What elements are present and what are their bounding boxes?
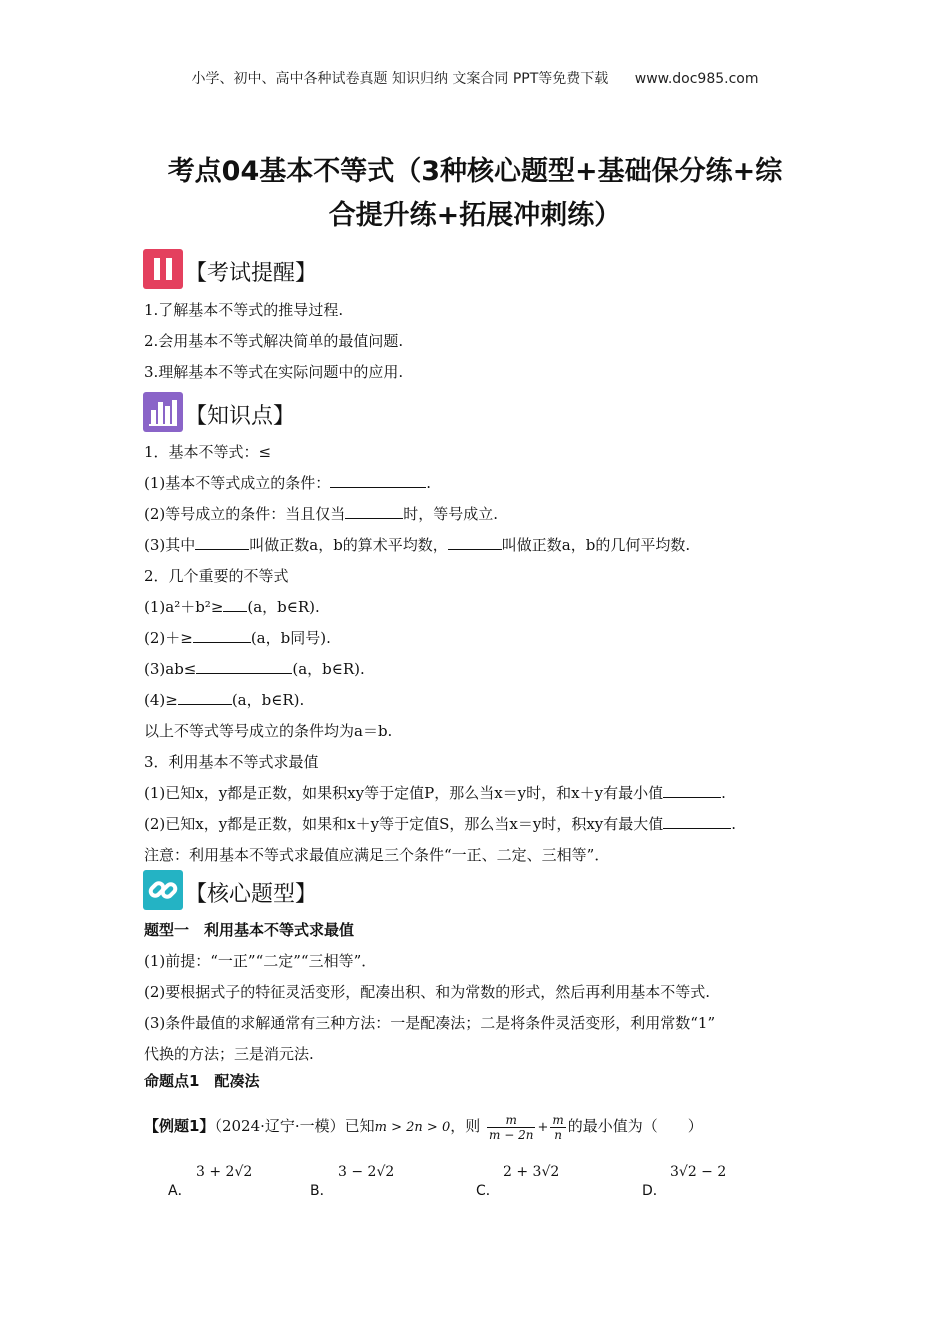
exam-item-1: 1.了解基本不等式的推导过程.: [144, 301, 344, 319]
option-d-key[interactable]: D．: [642, 1183, 667, 1199]
knowledge-line-13: (2)已知x，y都是正数，如果和x＋y等于定值S，那么当x＝y时，积xy有最大值 .: [144, 815, 737, 833]
example-condition: m > 2n > 0: [374, 1120, 451, 1135]
knowledge-line-11: 3．利用基本不等式求最值: [144, 753, 319, 771]
bar-chart-icon: [143, 392, 183, 432]
exam-item-3: 3.理解基本不等式在实际问题中的应用.: [144, 363, 404, 381]
knowledge-line-6: (1)a²＋b²≥ (a，b∈R).: [144, 598, 320, 616]
sub-point-1: 命题点1 配凑法: [144, 1072, 260, 1090]
header-text: 小学、初中、高中各种试卷真题 知识归纳 文案合同 PPT等免费下载: [191, 71, 609, 87]
option-c-key[interactable]: C．: [476, 1183, 500, 1199]
example-tag: 【例题1】: [144, 1117, 215, 1135]
pause-bars-icon: [143, 249, 183, 289]
title-line-2: 合提升练+拓展冲刺练）: [328, 200, 622, 231]
exam-item-2: 2.会用基本不等式解决简单的最值问题.: [144, 332, 404, 350]
knowledge-line-1: 1．基本不等式：≤: [144, 443, 272, 461]
exam-reminder-heading: [143, 249, 317, 289]
type-1-para-1: (1)前提：“一正”“二定”“三相等”．: [144, 952, 377, 970]
option-b-value: 3 − 2√2: [338, 1164, 395, 1180]
type-1-para-2: (2)要根据式子的特征灵活变形，配凑出积、和为常数的形式，然后再利用基本不等式.: [144, 983, 711, 1001]
knowledge-line-14: 注意：利用基本不等式求最值应满足三个条件“一正、二定、三相等”．: [144, 846, 610, 864]
exam-reminder-label: 【考试提醒】: [185, 261, 318, 286]
core-types-heading: [143, 870, 317, 910]
knowledge-heading: [143, 392, 295, 432]
option-c-value: 2 + 3√2: [503, 1164, 560, 1180]
option-b-key[interactable]: B．: [310, 1183, 334, 1199]
knowledge-label: 【知识点】: [185, 404, 296, 429]
knowledge-line-7: (2)＋≥ (a，b同号).: [144, 629, 331, 647]
knowledge-line-12: (1)已知x，y都是正数，如果积xy等于定值P，那么当x＝y时，和x＋y有最小值 .: [144, 784, 726, 802]
type-1-para-3: (3)条件最值的求解通常有三种方法：一是配凑法；二是将条件灵活变形，利用常数“1”: [144, 1014, 716, 1032]
title-line-1: 考点04基本不等式（3种核心题型+基础保分练+综: [167, 156, 783, 187]
knowledge-line-4: (3)其中 叫做正数a，b的算术平均数， 叫做正数a，b的几何平均数.: [144, 536, 691, 554]
fraction-2: $\frac{m}{n}$: [552, 1112, 564, 1142]
option-a-key[interactable]: A．: [168, 1183, 192, 1199]
core-types-label: 【核心题型】: [185, 882, 318, 907]
type-1-heading: 题型一 利用基本不等式求最值: [144, 921, 355, 939]
example-1: 【例题1】（2024·辽宁·一模）已知m > 2n > 0，则 $\frac{m}{m - 2n}$ + $\frac{m}{n}$ 的最小值为（ ）: [144, 1112, 703, 1142]
knowledge-line-5: 2．几个重要的不等式: [144, 567, 289, 585]
fraction-1: $\frac{m}{m - 2n}$: [489, 1112, 534, 1142]
type-1-para-4: 代换的方法；三是消元法.: [144, 1045, 314, 1063]
option-d-value: 3√2 − 2: [670, 1164, 727, 1180]
knowledge-line-10: 以上不等式等号成立的条件均为a＝b.: [144, 722, 393, 740]
option-a-value: 3 + 2√2: [196, 1164, 253, 1180]
knowledge-line-3: (2)等号成立的条件：当且仅当 时，等号成立.: [144, 505, 499, 523]
link-chain-icon: [143, 870, 183, 910]
header-site-link[interactable]: www.doc985.com: [634, 71, 759, 87]
page-header: [0, 68, 950, 88]
knowledge-line-2: (1)基本不等式成立的条件： .: [144, 474, 432, 492]
knowledge-line-9: (4)≥ (a，b∈R).: [144, 691, 305, 709]
example-source: （2024·辽宁·一模）已知: [214, 1117, 375, 1135]
page-title: [130, 150, 820, 238]
knowledge-line-8: (3)ab≤ (a，b∈R).: [144, 660, 365, 678]
